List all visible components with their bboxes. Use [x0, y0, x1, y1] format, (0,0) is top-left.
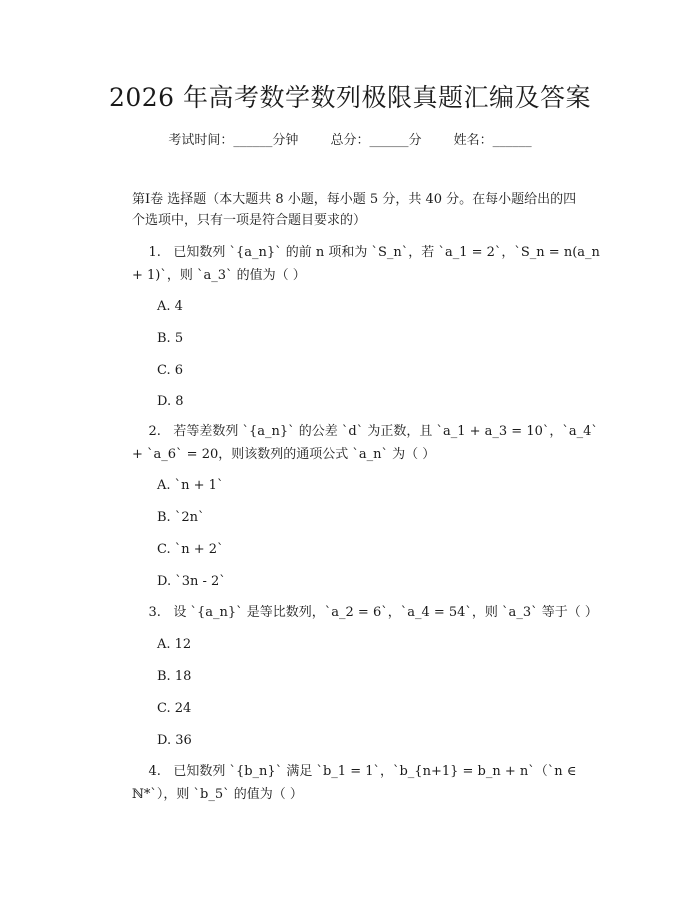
question-2-option-b: B. `2n` [157, 510, 205, 525]
question-2-option-d: D. `3n - 2` [157, 574, 226, 589]
exam-time: 考试时间：______分钟 [168, 133, 299, 148]
question-4-line-1: 4. 已知数列 `{b_n}` 满足 `b_1 = 1`，`b_{n+1} = b_n + n`（`n ∈ [132, 764, 577, 779]
section-line-2: 个选项中，只有一项是符合题目要求的） [132, 213, 367, 228]
question-3-option-c: C. 24 [157, 701, 192, 716]
section-instructions [132, 189, 600, 231]
question-1-option-d: D. 8 [157, 394, 184, 409]
question-3-option-a: A. 12 [157, 637, 192, 652]
question-1-line-2: + 1)`，则 `a_3` 的值为（ ） [132, 268, 306, 283]
question-2-line-2: + `a_6` = 20，则该数列的通项公式 `a_n` 为（ ） [132, 447, 436, 462]
question-2-line-1: 2. 若等差数列 `{a_n}` 的公差 `d` 为正数，且 `a_1 + a_3 = 10`，`a_4` [132, 424, 598, 439]
question-2-option-c: C. `n + 2` [157, 542, 224, 557]
question-3-option-d: D. 36 [157, 733, 192, 748]
exam-score: 总分：______分 [330, 133, 422, 148]
section-line-1: 第Ⅰ卷 选择题（本大题共 8 小题，每小题 5 分，共 40 分。在每小题给出的四 [132, 192, 577, 207]
question-3-option-b: B. 18 [157, 669, 192, 684]
question-2-option-a: A. `n + 1` [157, 478, 224, 493]
question-1-option-b: B. 5 [157, 331, 184, 346]
question-1-option-c: C. 6 [157, 363, 184, 378]
question-1-line-1: 1. 已知数列 `{a_n}` 的前 n 项和为 `S_n`，若 `a_1 = 2`，`S_n = n(a_n [132, 245, 600, 260]
question-3-line-1: 3. 设 `{a_n}` 是等比数列，`a_2 = 6`，`a_4 = 54`，则 `a_3` 等于（ ） [132, 605, 598, 620]
question-4-line-2: ℕ*`），则 `b_5` 的值为（ ） [132, 787, 303, 802]
exam-name: 姓名：______ [453, 133, 532, 148]
question-1 [132, 241, 600, 287]
exam-meta [0, 131, 700, 151]
document-title: 2026 年高考数学数列极限真题汇编及答案 [108, 83, 592, 112]
question-1-option-a: A. 4 [157, 299, 183, 314]
question-2 [132, 420, 600, 466]
question-4 [132, 760, 600, 806]
question-3 [132, 601, 600, 624]
